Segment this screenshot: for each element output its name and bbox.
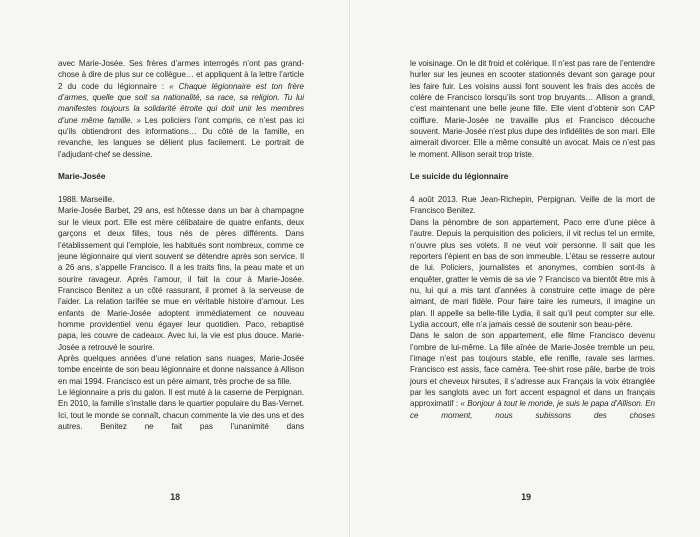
page-number: 18	[170, 493, 180, 503]
left-text-column	[58, 58, 304, 432]
legion-code-quote: « Chaque légionnaire est ton frère d’armes, quelle que soit sa nationalité, sa race, sa religion. Tu lui manifestes toujours la solidarité étroite qui doit unir les membres d’une même famille. »	[58, 81, 304, 125]
video-quote: « Bonjour à tout le monde, je suis le papa d’Allison. En ce moment, nous subissons des choses	[410, 399, 655, 420]
paragraph: Dans la pénombre de son appartement, Paco erre d’une pièce à l’autre. Depuis la perquisition des policiers, il vit reclus tel un ermite, n’ouvre plus ses volets. Il ne veut voir personne. Il sait que les reporters l’épient en bas de son immeuble. L’étau se resserre autour de lui. Policiers, journalistes et anonymes, combien sont-ils à enquêter, gratter le vernis de sa vie ? Francisco va bientôt être mis à nu, lui qui a mis tant d’années à construire cette image de père aimant, de mari fidèle. Pour faire taire les rumeurs, il imagine un plan. Il appelle sa belle-fille Lydia, il sait qu’il peut compter sur elle. Lydia accourt, elle n’a jamais cessé de soutenir son beau-père.	[410, 217, 655, 329]
section-heading-suicide: Le suicide du légionnaire	[410, 171, 509, 182]
paragraph: Le légionnaire a pris du galon. Il est muté à la caserne de Perpignan. En 2010, la famille s’installe dans le quartier populaire du Bas-Vernet. Ici, tout le monde se connaît, chacun commente la vie des uns et des autres. Benitez ne fait pas l’unanimité dans	[58, 387, 304, 431]
paragraph: avec Marie-Josée. Ses frères d’armes interrogés n’ont pas grand-chose à dire de plus sur ce collègue… et appliquent à la lettre l’article 2 du code du légionnaire : « Chaque légionnaire est ton frère d’armes, quelle que soit sa nationalité, sa race, sa religion. Tu lui manifestes toujours la solidarité étroite qui doit unir les membres d’une même famille. » Les policiers l’ont compris, ce n’est pas ici qu’ils obtiendront des informations… Du côté de la famille, en revanche, les langues se délient plus facilement. Le portrait de l’adjudant-chef se dessine.	[58, 59, 304, 159]
dateline: 4 août 2013. Rue Jean-Richepin, Perpignan. Veille de la mort de Francisco Benitez.	[410, 195, 655, 216]
dateline: 1988. Marseille.	[58, 195, 115, 205]
paragraph: Dans le salon de son appartement, elle filme Francisco devenu l’ombre de lui-même. La fille aînée de Marie-Josée tremble un peu, l’image n’est pas toujours stable, elle renifle, ravale ses larmes. Francisco est assis, face caméra. Tee-shirt rose pâle, barbe de trois jours et cheveux hirsutes, il s’adresse aux Français la voix étranglée par les sanglots avec un fort accent espagnol et dans un français approximatif : « Bonjour à tout le monde, je suis le papa d’Allison. En ce moment, nous subissons des choses	[410, 331, 655, 420]
section-heading-marie-josee: Marie-Josée	[58, 171, 106, 182]
page-number: 19	[521, 493, 531, 503]
right-page	[350, 0, 700, 537]
right-text-column	[410, 58, 655, 421]
paragraph: le voisinage. On le dit froid et colérique. Il n’est pas rare de l’entendre hurler sur les jeunes en scooter stationnés devant son garage pour les faire fuir. Les voisins aussi font souvent les frais des accès de colère de Francisco lorsqu’ils sont trop bruyants… Allison a grandi, c’est maintenant une belle jeune fille. Elle vient d’obtenir son CAP coiffure. Marie-Josée ne travaille plus et Francisco découche souvent. Marie-Josée n’est plus dupe des infidélités de son mari. Elle aimerait divorcer. Elle a même consulté un avocat. Mais ce n’est pas le moment. Allison serait trop triste.	[410, 59, 655, 159]
paragraph: Après quelques années d’une relation sans nuages, Marie-Josée tombe enceinte de son beau légionnaire et donne naissance à Allison en mai 1994. Francisco est un père aimant, très proche de sa fille.	[58, 353, 304, 386]
paragraph: Marie-Josée Barbet, 29 ans, est hôtesse dans un bar à champagne sur le vieux port. Elle est mère célibataire de quatre enfants, deux garçons et deux filles, tous nés de pères différents. Dans l’établissement qui l’emploie, les habitués sont nombreux, comme ce jeune légionnaire qui vient souvent se détendre après son service. Il a 26 ans, s’appelle Francisco. Il a les traits fins, la peau mate et un sourire ravageur. Après l’amour, il fait la cour à Marie-Josée. Francisco Benitez a un côté rassurant, il promet à la serveuse de l’aider. La relation tarifée se mue en véritable histoire d’amour. Les enfants de Marie-Josée adoptent immédiatement ce nouveau homme providentiel venu égayer leur quotidien. Paco, rebaptisé papa, les couvre de cadeaux. Avec lui, la vie est plus douce. Marie-Josée a retrouvé le sourire.	[58, 206, 304, 352]
